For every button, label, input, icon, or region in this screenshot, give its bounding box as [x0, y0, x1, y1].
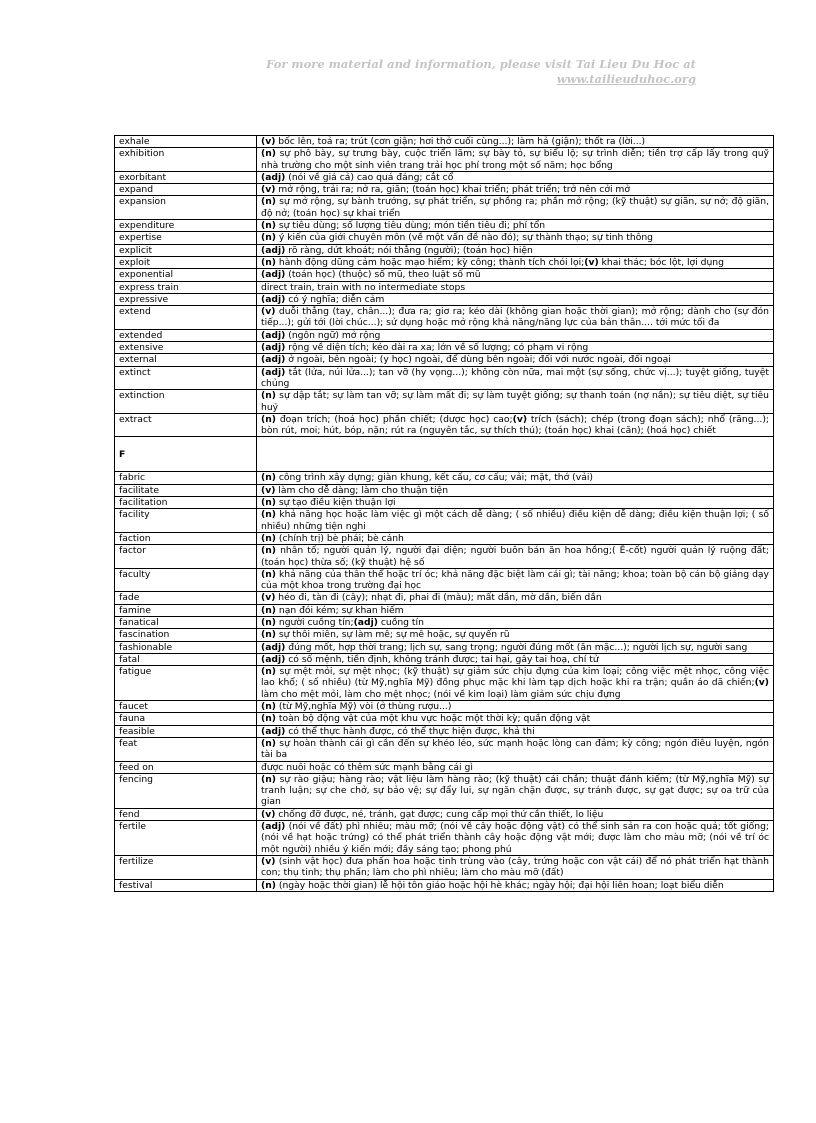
entry-definition [257, 484, 774, 496]
part-of-speech: (v) [261, 136, 276, 147]
entry-word: feasible [115, 725, 257, 737]
entry-definition [257, 629, 774, 641]
entry-definition [257, 354, 774, 366]
definition-text: nạn đói kém; sự khan hiếm [275, 604, 404, 616]
entry-row [115, 244, 774, 256]
part-of-speech: (n) [261, 509, 276, 521]
entry-word: factor [115, 545, 257, 569]
entry-definition [257, 293, 774, 305]
definition-text: khả năng của thân thể hoặc trí óc; khả năng đặc biệt làm cái gì; tài năng; khoa; toàn bộ cán bộ giảng dạy của một khoa trong trường đại học [261, 568, 769, 592]
entry-row [115, 484, 774, 496]
definition-text: nhân tố; người quản lý, người đại diện; người buôn bán ăn hoa hồng;( Ê-cốt) người quản lý ruộng đất; (toán học) thừa số; (kỹ thuật) hệ số [261, 545, 769, 568]
part-of-speech: (n) [261, 497, 276, 509]
definition-text: (ngày hoặc thời gian) lễ hội tôn giáo hoặc hội hè khác; ngày hội; đại hội liên hoan; loạt biểu diễn [275, 879, 724, 891]
entry-row [115, 342, 774, 354]
entry-word: fatigue [115, 666, 257, 701]
definition-text: direct train, train with no intermediate stops [261, 281, 466, 293]
entry-definition [257, 232, 774, 244]
entry-definition [257, 366, 774, 390]
part-of-speech: (n) [261, 220, 276, 232]
entry-definition [257, 725, 774, 737]
entry-word: expenditure [115, 220, 257, 232]
entry-row [115, 148, 774, 172]
entry-definition [257, 148, 774, 172]
part-of-speech: (v) [261, 184, 276, 196]
part-of-speech: (n) [261, 256, 276, 268]
definition-text: chống đỡ được, né, tránh, gạt được; cung cấp mọi thứ cần thiết, lo liệu [275, 808, 604, 820]
part-of-speech: (n) [261, 616, 276, 628]
entry-definition [257, 269, 774, 281]
entry-row [115, 472, 774, 484]
entry-word: faculty [115, 568, 257, 592]
entry-row [115, 653, 774, 665]
entry-word: faction [115, 532, 257, 544]
definition-text: được nuôi hoặc có thêm sức mạnh bằng cái gì [261, 761, 473, 773]
definition-text: sự hoàn thành cái gì cần đến sự khéo léo, sức mạnh hoặc lòng can đảm; kỳ công; ngón điêu luyện, ngón tài ba [261, 737, 769, 761]
entry-definition [257, 701, 774, 713]
entry-word: facilitation [115, 497, 257, 509]
entry-word: extinct [115, 366, 257, 390]
definition-text: làm cho mệt mỏi, làm cho mệt nhọc; (nói về kim loại) làm giảm sức chịu đựng [261, 688, 621, 700]
entry-definition [257, 413, 774, 437]
entry-word: fashionable [115, 641, 257, 653]
part-of-speech: (n) [261, 196, 276, 208]
entry-word: external [115, 354, 257, 366]
part-of-speech: (n) [261, 666, 276, 678]
part-of-speech: (n) [261, 713, 276, 725]
entry-row [115, 354, 774, 366]
definition-text: sự phô bày, sự trưng bày, cuộc triển lãm; sự bày tỏ, sự biểu lộ; sự trình diễn; tiền trợ cấp lấy trong quỹ nhà trường cho một sinh viên trang trải học phí trong một số năm; học bổng [261, 148, 769, 171]
part-of-speech: (v) [261, 306, 276, 318]
header-website-link[interactable]: www.tailieuduhoc.org [556, 72, 696, 86]
definition-text: sự mệt mỏi, sự mệt nhọc; (kỹ thuật) sự giảm sức chịu đựng của kim loại; công việc mệt nhọc, công việc lao khổ; ( số nhiều) (từ Mỹ,nghĩa Mỹ) đồng phục mặc khi làm tạp dịch hoặc khi ra trận; quần áo dã chiến; [261, 666, 769, 689]
letter-section-row [115, 437, 774, 472]
entry-word: fencing [115, 773, 257, 808]
part-of-speech: (n) [261, 737, 276, 749]
entry-word: fend [115, 808, 257, 820]
part-of-speech: (adj) [261, 366, 286, 378]
entry-row [115, 604, 774, 616]
part-of-speech: (v) [512, 413, 528, 425]
definition-text: công trình xây dựng; giàn khung, kết cấu, cơ cấu; vải; mặt, thớ (vải) [275, 472, 593, 484]
part-of-speech: (v) [261, 808, 276, 820]
vocabulary-table [114, 135, 774, 892]
entry-definition [257, 472, 774, 484]
definition-text: khả năng học hoặc làm việc gì một cách dễ dàng; ( số nhiều) điều kiện dễ dàng; điều kiện thuận lợi; ( số nhiều) những tiện nghi [261, 509, 769, 532]
entry-definition [257, 545, 774, 569]
definition-text: (nói về giá cả) cao quá đáng; cắt cổ [285, 171, 454, 183]
entry-definition [257, 342, 774, 354]
definition-text: (sinh vật học) đưa phấn hoa hoặc tinh trùng vào (cây, trứng hoặc con vật cái) để nó phát triển hạt thành con; thụ tinh; thụ phấn; làm cho phì nhiêu; làm cho màu mỡ (đất) [261, 855, 769, 879]
part-of-speech: (n) [261, 629, 276, 641]
part-of-speech: (v) [584, 256, 599, 268]
definition-text: sự tạo điều kiện thuận lợi [275, 497, 396, 509]
entry-word: festival [115, 879, 257, 891]
entry-word: extensive [115, 342, 257, 354]
entry-definition [257, 855, 774, 879]
entry-word: famine [115, 604, 257, 616]
entry-word: extended [115, 329, 257, 341]
entry-row [115, 568, 774, 592]
entry-row [115, 761, 774, 773]
entry-definition [257, 390, 774, 414]
entry-row [115, 509, 774, 533]
entry-row [115, 293, 774, 305]
entry-definition [257, 220, 774, 232]
entry-row [115, 306, 774, 330]
entry-row [115, 329, 774, 341]
definition-text: người cuồng tín; [275, 616, 354, 628]
entry-definition [257, 592, 774, 604]
entry-row [115, 592, 774, 604]
part-of-speech: (v) [261, 484, 276, 496]
part-of-speech: (n) [261, 472, 276, 484]
entry-definition [257, 497, 774, 509]
definition-text: duỗi thẳng (tay, chân...); đưa ra; giơ ra; kéo dài (không gian hoặc thời gian); mở rộng; dành cho (sự đón tiếp...); gửi tới (lời chúc...); sử dụng hoặc mở rộng khả năng/năng lực của bản thân.... tới mức tối đa [261, 306, 769, 329]
entry-definition [257, 604, 774, 616]
definition-text: (nói về đất) phì nhiêu; màu mỡ; (nói về cây hoặc động vật) có thể sinh sản ra con hoặc quả; tốt giống; (nói về hạt hoặc trứng) có thể phát triển thành cây hoặc động vật mới; được làm cho màu mỡ; (nói về trí óc một người) nhiều ý kiến mới; đầy sáng tạo; phong phú [261, 821, 769, 855]
part-of-speech: (n) [261, 413, 276, 425]
entry-definition [257, 821, 774, 856]
entry-word: extend [115, 306, 257, 330]
part-of-speech: (adj) [261, 641, 286, 653]
definition-text: sự mở rộng, sự bành trướng, sự phát triển, sự phồng ra; phần mở rộng; (kỹ thuật) sự giãn, sự nở; độ giãn, độ nở; (toán học) sự khai triển [261, 196, 769, 219]
entry-definition [257, 713, 774, 725]
definition-text: sự tiêu dùng; số lượng tiêu dùng; món tiền tiêu đi; phí tổn [275, 220, 546, 232]
definition-text: khai thác; bóc lột, lợi dụng [598, 256, 724, 268]
page-header [266, 57, 696, 87]
entry-row [115, 220, 774, 232]
part-of-speech: (adj) [261, 354, 286, 366]
part-of-speech: (n) [261, 701, 276, 713]
part-of-speech: (n) [261, 568, 276, 580]
part-of-speech: (v) [261, 592, 276, 604]
part-of-speech: (n) [261, 773, 276, 785]
section-letter: F [115, 437, 257, 472]
definition-text: sự rào giậu; hàng rào; vật liệu làm hàng rào; (kỹ thuật) cái chắn; thuật đánh kiếm; (từ Mỹ,nghĩa Mỹ) sự tranh luận; sự che chở, sự bảo vệ; sự đẩy lui, sự ngăn chặn được, sự tránh được, sự gạt được; sự oa trữ của gian [261, 773, 769, 808]
definition-text: tắt (lửa, núi lửa...); tan vỡ (hy vọng...); không còn nữa, mai một (sự sống, chức vị...); tuyệt giống, tuyệt chủng [261, 366, 769, 389]
entry-definition [257, 509, 774, 533]
entry-row [115, 879, 774, 891]
part-of-speech: (n) [261, 390, 276, 402]
entry-word: facility [115, 509, 257, 533]
entry-row [115, 196, 774, 220]
entry-definition [257, 761, 774, 773]
entry-word: exploit [115, 256, 257, 268]
part-of-speech: (n) [261, 545, 276, 557]
entry-definition [257, 879, 774, 891]
entry-row [115, 737, 774, 761]
entry-row [115, 616, 774, 628]
part-of-speech: (n) [261, 532, 276, 544]
entry-word: exponential [115, 269, 257, 281]
entry-definition [257, 196, 774, 220]
definition-text: có số mệnh, tiền định, không tránh được; tai hại, gây tai hoạ, chí tử [285, 653, 599, 665]
entry-word: fatal [115, 653, 257, 665]
definition-text: héo đi, tàn đi (cây); nhạt đi, phai đi (màu); mất dần, mờ dần, biến dần [275, 592, 602, 604]
entry-definition [257, 171, 774, 183]
entry-word: faucet [115, 701, 257, 713]
section-empty-cell [257, 437, 774, 472]
entry-row [115, 532, 774, 544]
entry-row [115, 713, 774, 725]
entry-definition [257, 666, 774, 701]
part-of-speech: (n) [261, 148, 276, 160]
definition-text: rõ ràng, dứt khoát; nói thẳng (người); (toán học) hiện [285, 244, 533, 256]
entry-word: fertilize [115, 855, 257, 879]
entry-word: expansion [115, 196, 257, 220]
part-of-speech: (n) [261, 604, 276, 616]
entry-definition [257, 329, 774, 341]
part-of-speech: (n) [261, 232, 276, 244]
vocabulary-table-body [115, 136, 774, 892]
definition-text: cuồng tín [377, 616, 424, 628]
entry-row [115, 773, 774, 808]
entry-row [115, 269, 774, 281]
part-of-speech: (adj) [261, 293, 286, 305]
entry-definition [257, 641, 774, 653]
entry-definition [257, 532, 774, 544]
definition-text: (ngôn ngữ) mở rộng [285, 329, 381, 341]
entry-definition [257, 256, 774, 268]
definition-text: (chính trị) bè phái; bè cánh [275, 532, 404, 544]
entry-word: expertise [115, 232, 257, 244]
entry-row [115, 855, 774, 879]
entry-word: explicit [115, 244, 257, 256]
entry-row [115, 725, 774, 737]
entry-word: exhibition [115, 148, 257, 172]
definition-text: hành động dũng cảm hoặc mạo hiểm; kỳ công; thành tích chói lọi; [275, 256, 585, 268]
definition-text: (từ Mỹ,nghĩa Mỹ) vòi (ở thùng rượu...) [275, 701, 452, 713]
entry-definition [257, 653, 774, 665]
entry-word: expand [115, 184, 257, 196]
entry-definition [257, 244, 774, 256]
entry-word: feat [115, 737, 257, 761]
entry-word: feed on [115, 761, 257, 773]
part-of-speech: (n) [261, 879, 276, 891]
entry-word: expressive [115, 293, 257, 305]
entry-row [115, 821, 774, 856]
entry-row [115, 136, 774, 148]
definition-text: có thể thực hành được, có thể thực hiện được, khả thi [285, 725, 535, 737]
definition-text: sự dập tắt; sự làm tan vỡ; sự làm mất đi; sự làm tuyệt giống; sự thanh toán (nợ nần); sự tiêu diệt, sự tiêu huỷ [261, 390, 769, 413]
part-of-speech: (adj) [261, 821, 286, 833]
entry-word: fertile [115, 821, 257, 856]
entry-word: exorbitant [115, 171, 257, 183]
entry-word: fauna [115, 713, 257, 725]
definition-text: rộng về diện tích; kéo dài ra xa; lớn về số lượng; có phạm vi rộng [285, 342, 589, 354]
definition-text: đúng mốt, hợp thời trang; lịch sự, sang trọng; người đúng mốt (ăn mặc...); người lịch sự, người sang [285, 641, 748, 653]
entry-definition [257, 808, 774, 820]
definition-text: trích (sách); chép (trong đoạn sách); nhổ (răng...); bòn rút, moi; hút, bóp, nặn; rút ra (nguyên tắc, sự thích thú); (toán học) khai (căn); (hoá học) chiết [261, 413, 770, 437]
entry-row [115, 184, 774, 196]
part-of-speech: (adj) [261, 725, 286, 737]
entry-definition [257, 773, 774, 808]
entry-row [115, 808, 774, 820]
entry-row [115, 256, 774, 268]
entry-word: exhale [115, 136, 257, 148]
entry-definition [257, 616, 774, 628]
part-of-speech: (adj) [261, 269, 286, 281]
entry-row [115, 171, 774, 183]
definition-text: toàn bộ động vật của một khu vực hoặc một thời kỳ; quần động vật [275, 713, 591, 725]
entry-row [115, 366, 774, 390]
entry-word: fade [115, 592, 257, 604]
entry-word: fascination [115, 629, 257, 641]
part-of-speech: (adj) [261, 329, 286, 341]
definition-text: sự thôi miên, sự làm mê; sự mê hoặc, sự quyến rũ [275, 629, 510, 641]
entry-word: facilitate [115, 484, 257, 496]
entry-row [115, 629, 774, 641]
entry-word: fanatical [115, 616, 257, 628]
entry-row [115, 232, 774, 244]
part-of-speech: (adj) [261, 244, 286, 256]
entry-definition [257, 184, 774, 196]
definition-text: (toán học) (thuộc) số mũ, theo luật số mũ [285, 269, 481, 281]
entry-definition [257, 281, 774, 293]
entry-definition [257, 136, 774, 148]
entry-word: extract [115, 413, 257, 437]
definition-text: ý kiến của giới chuyên môn (về một vấn đề nào đó); sự thành thạo; sự tinh thông [275, 232, 653, 244]
header-notice: For more material and information, please visit Tai Lieu Du Hoc at [266, 57, 696, 71]
entry-row [115, 497, 774, 509]
definition-text: ở ngoài, bên ngoài; (y học) ngoài, để dùng bên ngoài; đối với nước ngoài, đối ngoại [285, 354, 671, 366]
definition-text: làm cho dễ dàng; làm cho thuận tiện [275, 484, 449, 496]
part-of-speech: (adj) [261, 653, 286, 665]
entry-definition [257, 306, 774, 330]
entry-row [115, 641, 774, 653]
entry-row [115, 281, 774, 293]
part-of-speech: (v) [261, 855, 276, 867]
entry-definition [257, 737, 774, 761]
part-of-speech: (v) [754, 677, 769, 689]
entry-row [115, 701, 774, 713]
part-of-speech: (adj) [353, 616, 378, 628]
entry-definition [257, 568, 774, 592]
entry-word: express train [115, 281, 257, 293]
entry-row [115, 390, 774, 414]
definition-text: mở rộng, trải ra; nở ra, giãn; (toán học) khai triển; phát triển; trở nên cởi mở [275, 184, 631, 196]
part-of-speech: (adj) [261, 171, 286, 183]
definition-text: đoạn trích; (hoá học) phần chiết; (dược học) cao; [275, 413, 513, 425]
entry-row [115, 666, 774, 701]
entry-row [115, 545, 774, 569]
definition-text: có ý nghĩa; diễn cảm [285, 293, 385, 305]
entry-word: extinction [115, 390, 257, 414]
entry-word: fabric [115, 472, 257, 484]
definition-text: bốc lên, toả ra; trút (cơn giận; hơi thở cuối cùng...); làm hả (giận); thốt ra (lời...) [275, 136, 646, 147]
part-of-speech: (adj) [261, 342, 286, 354]
entry-row [115, 413, 774, 437]
